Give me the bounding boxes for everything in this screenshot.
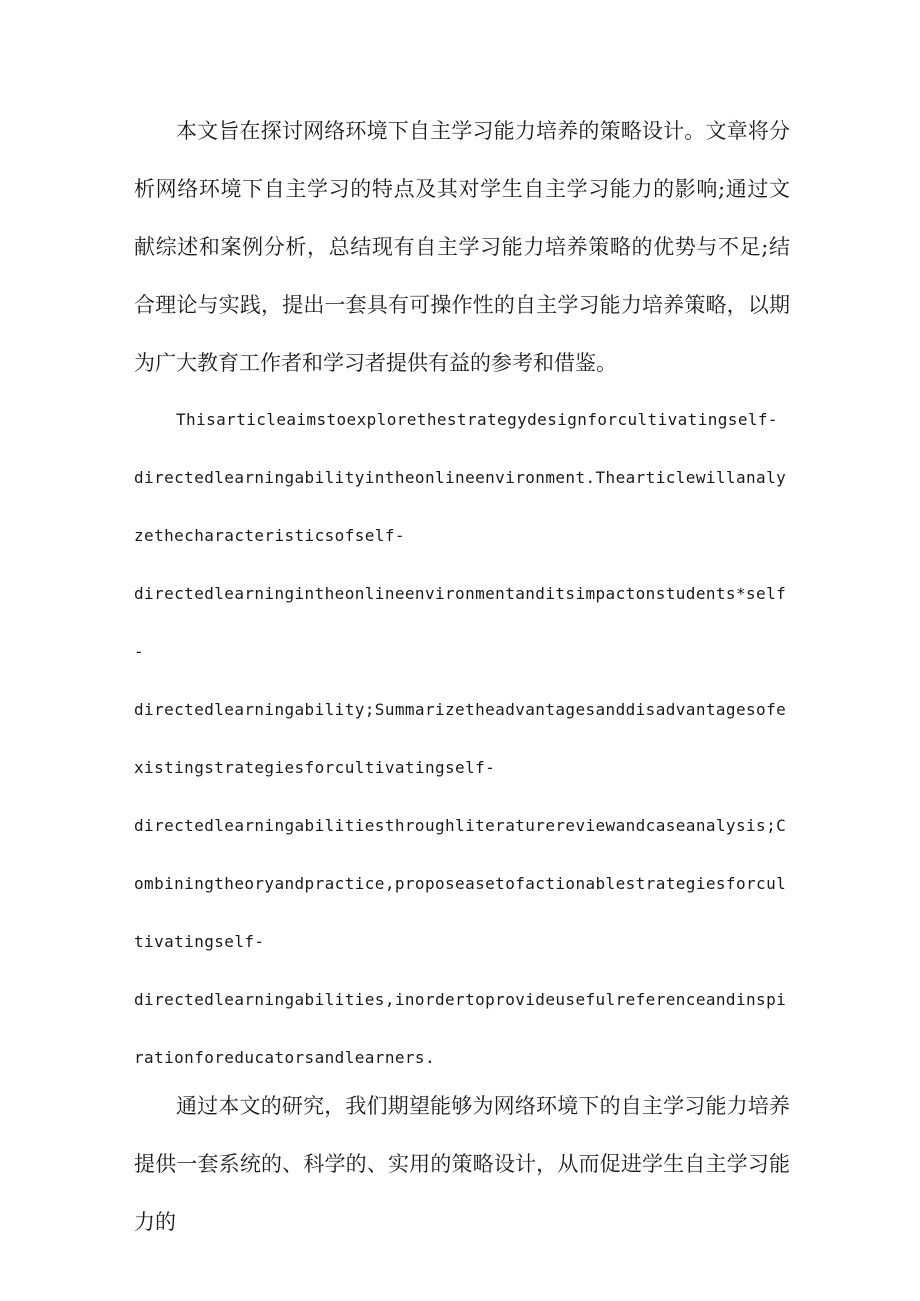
english-line: directedlearningintheonlineenvironmentanditsimpactonstudents*self — [134, 584, 787, 603]
english-line: rationforeducatorsandlearners. — [134, 1048, 435, 1067]
english-line: xistingstrategiesforcultivatingself- — [134, 758, 496, 777]
english-line: zethecharacteristicsofself- — [134, 526, 405, 545]
english-line: - — [134, 642, 145, 661]
english-line: directedlearningability;Summarizetheadvantagesanddisadvantagesofe — [134, 700, 787, 719]
english-line: directedlearningabilities,inordertoprovideusefulreferenceandinspi — [134, 990, 787, 1009]
english-line: Thisarticleaimstoexplorethestrategydesignforcultivatingself- — [176, 410, 778, 429]
chinese-abstract-paragraph: 本文旨在探讨网络环境下自主学习能力培养的策略设计。文章将分析网络环境下自主学习的特点及其对学生自主学习能力的影响;通过文献综述和案例分析，总结现有自主学习能力培养策略的优势与不足;结合理论与实践，提出一套具有可操作性的自主学习能力培养策略，以期为广大教育工作者和学习者提供有益的参考和借鉴。 — [134, 119, 790, 375]
english-line: ombiningtheoryandpractice,proposeasetofactionablestrategiesforcul — [134, 874, 787, 893]
chinese-conclusion-paragraph: 通过本文的研究，我们期望能够为网络环境下的自主学习能力培养提供一套系统的、科学的、实用的策略设计，从而促进学生自主学习能力的 — [134, 1094, 790, 1234]
english-line: directedlearningabilitiesthroughliteraturereviewandcaseanalysis;C — [134, 816, 787, 835]
english-abstract-paragraph — [134, 391, 790, 1087]
english-line: directedlearningabilityintheonlineenvironment.Thearticlewillanaly — [134, 468, 787, 487]
english-line: tivatingself- — [134, 932, 265, 951]
